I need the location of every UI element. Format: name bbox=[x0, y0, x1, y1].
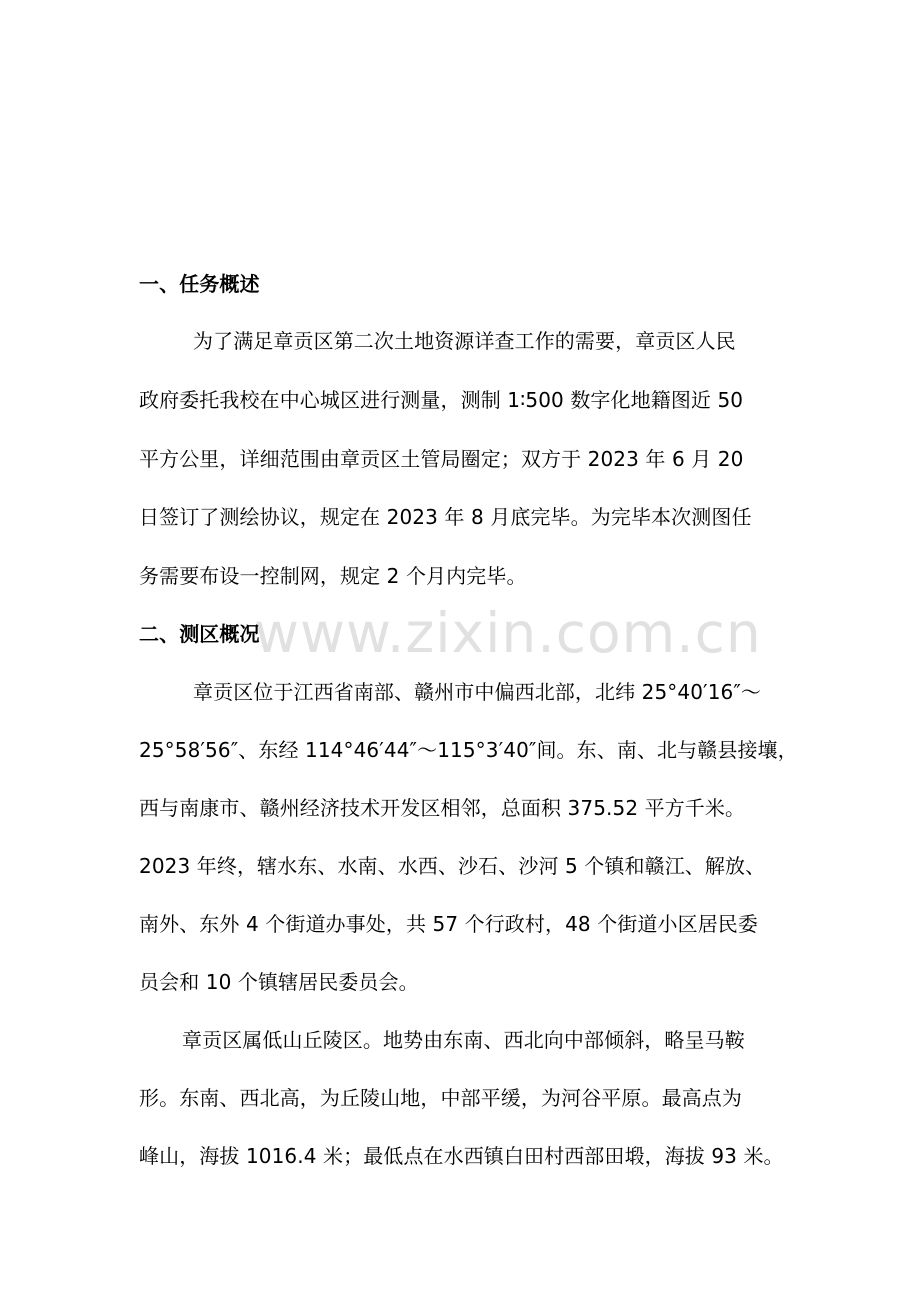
paragraph-line: 平方公里，详细范围由章贡区土管局圈定；双方于 2023 年 6 月 20 bbox=[139, 447, 744, 471]
paragraph-line: 员会和 10 个镇辖居民委员会。 bbox=[139, 970, 419, 994]
paragraph-line: 务需要布设一控制网，规定 2 个月内完毕。 bbox=[139, 564, 527, 588]
paragraph-line: 西与南康市、赣州经济技术开发区相邻，总面积 375.52 平方千米。 bbox=[139, 796, 746, 820]
paragraph-line: 章贡区属低山丘陵区。地势由东南、西北向中部倾斜，略呈马鞍 bbox=[182, 1028, 745, 1052]
watermark: www.zixin.com.cn bbox=[254, 601, 762, 665]
paragraph-line: 2023 年终，辖水东、水南、水西、沙石、沙河 5 个镇和赣江、解放、 bbox=[139, 854, 766, 878]
paragraph-line: 南外、东外 4 个街道办事处，共 57 个行政村，48 个街道小区居民委 bbox=[139, 912, 759, 936]
paragraph-line: 章贡区位于江西省南部、赣州市中偏西北部，北纬 25°40′16″～ bbox=[193, 680, 762, 704]
paragraph-line: 25°58′56″、东经 114°46′44″～115°3′40″间。东、南、北与赣县接壤， bbox=[139, 738, 798, 762]
paragraph-line: 为了满足章贡区第二次土地资源详查工作的需要，章贡区人民 bbox=[193, 329, 736, 353]
section-heading-survey-area: 二、测区概况 bbox=[139, 622, 260, 646]
paragraph-line: 形。东南、西北高，为丘陵山地，中部平缓，为河谷平原。最高点为 bbox=[139, 1086, 742, 1110]
paragraph-line: 政府委托我校在中心城区进行测量，测制 1∶500 数字化地籍图近 50 bbox=[139, 388, 744, 412]
section-heading-task-overview: 一、任务概述 bbox=[139, 272, 260, 296]
paragraph-line: 日签订了测绘协议，规定在 2023 年 8 月底完毕。为完毕本次测图任 bbox=[139, 505, 752, 529]
paragraph-line: 峰山，海拔 1016.4 米；最低点在水西镇白田村西部田塅，海拔 93 米。 bbox=[139, 1144, 784, 1168]
